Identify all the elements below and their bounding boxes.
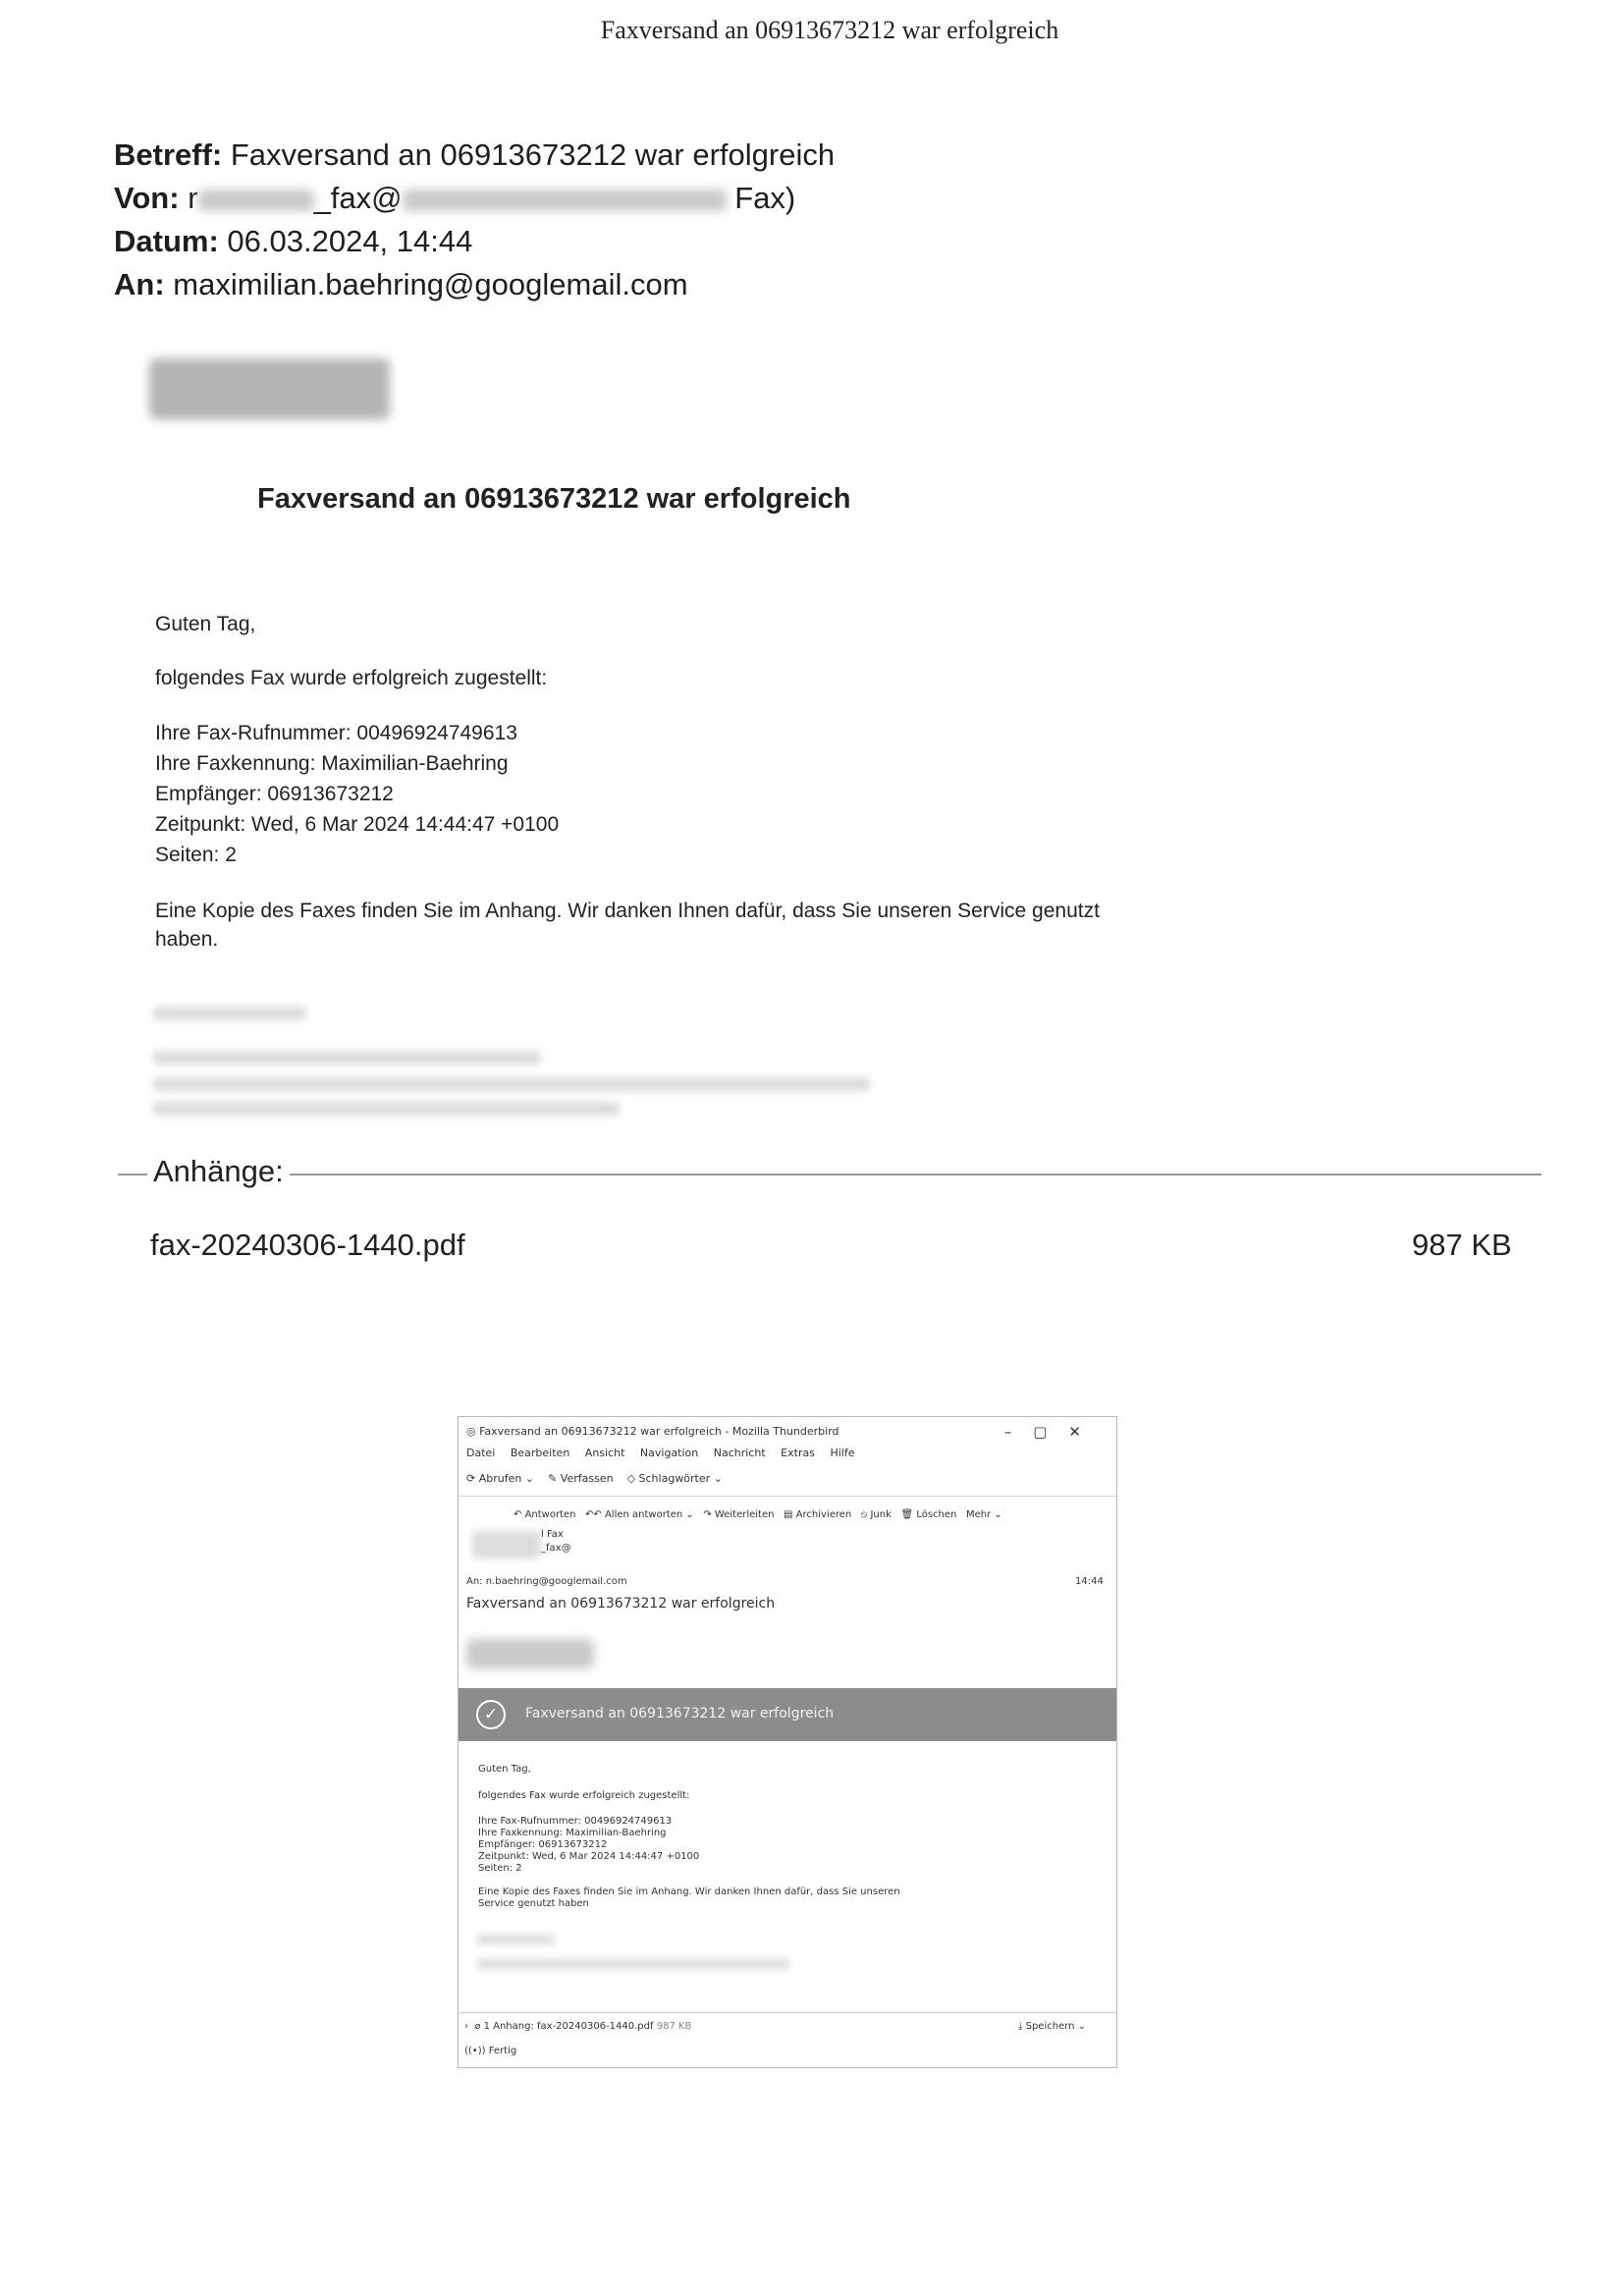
closing-line-2: haben. — [155, 928, 219, 951]
thunderbird-screenshot — [458, 1416, 1117, 2068]
banner-text: Faxversand an 06913673212 war erfolgreich — [525, 1706, 835, 1722]
status-text: Fertig — [488, 2046, 517, 2056]
from-value-start: r — [188, 181, 198, 215]
menu-nachricht[interactable]: Nachricht — [713, 1447, 766, 1459]
to-value: maximilian.baehring@googlemail.com — [173, 267, 688, 301]
menu-datei[interactable]: Datei — [466, 1447, 496, 1459]
download-icon: ⤓ — [1018, 2021, 1023, 2032]
redacted-signature-1 — [153, 1007, 306, 1020]
subject-label: Betreff: — [114, 137, 223, 172]
activity-icon: ((•)) — [464, 2046, 486, 2056]
redacted-sender-name — [198, 190, 314, 211]
small-detail-recipient: Empfänger: 06913673212 — [478, 1839, 608, 1850]
detail-fax-number: Ihre Fax-Rufnummer: 00496924749613 — [155, 722, 517, 744]
small-greeting: Guten Tag, — [478, 1764, 531, 1775]
detail-timestamp: Zeitpunkt: Wed, 6 Mar 2024 14:44:47 +0100 — [155, 813, 560, 836]
greeting: Guten Tag, — [155, 613, 256, 635]
reply-button[interactable]: ↶ Antworten — [514, 1509, 576, 1520]
main-toolbar — [466, 1472, 1117, 1485]
small-closing-2: Service genutzt haben — [478, 1898, 589, 1909]
tag-icon: ◇ — [626, 1472, 636, 1485]
sender-email: _fax@ — [541, 1543, 571, 1554]
paperclip-icon: ⌀ — [474, 2021, 481, 2032]
archive-button[interactable]: ▤ Archivieren — [784, 1509, 852, 1520]
redacted-sender-domain — [403, 190, 727, 211]
small-intro: folgendes Fax wurde erfolgreich zugestellt: — [478, 1790, 690, 1801]
message-heading: Faxversand an 06913673212 war erfolgreich — [257, 483, 851, 515]
to-line — [114, 263, 688, 306]
window-title: Faxversand an 06913673212 war erfolgreich - Mozilla Thunderbird — [479, 1425, 839, 1438]
from-line — [114, 177, 795, 220]
attachment-size-small: 987 KB — [656, 2021, 692, 2032]
redacted-logo — [149, 358, 390, 419]
message-time: 14:44 — [1075, 1576, 1104, 1587]
attachments-divider — [118, 1174, 1542, 1175]
menu-hilfe[interactable]: Hilfe — [830, 1447, 855, 1459]
message-subject: Faxversand an 06913673212 war erfolgreich — [466, 1596, 776, 1612]
menu-bearbeiten[interactable]: Bearbeiten — [510, 1447, 570, 1459]
attachment-file-size: 987 KB — [1412, 1228, 1512, 1262]
tags-button[interactable]: ◇ Schlagwörter ⌄ — [626, 1472, 723, 1485]
compose-button[interactable]: ✎ Verfassen — [548, 1472, 614, 1485]
save-button[interactable]: ⤓ Speichern ⌄ — [1018, 2021, 1087, 2032]
date-line — [114, 220, 472, 263]
redacted-small-signature-1 — [476, 1935, 555, 1944]
junk-button[interactable]: ⦸ Junk — [860, 1509, 892, 1520]
small-closing-1: Eine Kopie des Faxes finden Sie im Anhang. Wir danken Ihnen dafür, dass Sie unseren — [478, 1886, 900, 1897]
to-label: An: — [114, 267, 165, 301]
fetch-button[interactable]: ⟳ Abrufen ⌄ — [466, 1472, 535, 1485]
menu-ansicht[interactable]: Ansicht — [584, 1447, 625, 1459]
detail-fax-id: Ihre Faxkennung: Maximilian-Baehring — [155, 752, 509, 775]
redacted-logo-small — [466, 1639, 594, 1668]
detail-recipient: Empfänger: 06913673212 — [155, 783, 394, 805]
success-banner — [459, 1688, 1116, 1741]
from-value-end: Fax) — [734, 181, 796, 215]
fetch-icon: ⟳ — [466, 1472, 476, 1485]
redacted-small-signature-2 — [476, 1959, 790, 1969]
subject-value: Faxversand an 06913673212 war erfolgreich — [230, 137, 836, 172]
small-detail-pages: Seiten: 2 — [478, 1863, 522, 1874]
redacted-signature-3 — [153, 1077, 870, 1091]
attachment-summary: 1 Anhang: fax-20240306-1440.pdf — [483, 2021, 654, 2032]
checkmark-icon: ✓ — [476, 1700, 506, 1729]
redacted-signature-4 — [153, 1102, 620, 1116]
status-bar — [464, 2046, 1117, 2056]
thunderbird-icon: ◎ — [466, 1425, 476, 1438]
date-label: Datum: — [114, 224, 219, 258]
sender-name: l Fax — [541, 1529, 564, 1540]
from-value-mid: _fax@ — [313, 181, 403, 215]
attachment-divider — [459, 2012, 1116, 2013]
closing-line-1: Eine Kopie des Faxes finden Sie im Anhang. Wir danken Ihnen dafür, dass Sie unseren Service genutzt — [155, 900, 1100, 922]
detail-pages: Seiten: 2 — [155, 844, 237, 866]
window-controls[interactable]: –▢✕ — [1003, 1423, 1103, 1441]
redacted-signature-2 — [153, 1051, 541, 1065]
small-detail-timestamp: Zeitpunkt: Wed, 6 Mar 2024 14:44:47 +0100 — [478, 1851, 700, 1862]
menu-bar — [466, 1447, 1117, 1459]
delete-button[interactable]: 🗑 Löschen — [900, 1509, 957, 1520]
intro-text: folgendes Fax wurde erfolgreich zugestellt: — [155, 667, 548, 689]
menu-navigation[interactable]: Navigation — [639, 1447, 699, 1459]
page-title: Faxversand an 06913673212 war erfolgreich — [600, 16, 1059, 44]
attachment-file-name[interactable]: fax-20240306-1440.pdf — [150, 1228, 465, 1262]
date-value: 06.03.2024, 14:44 — [227, 224, 473, 258]
pencil-icon: ✎ — [548, 1472, 558, 1485]
menu-extras[interactable]: Extras — [781, 1447, 815, 1459]
from-label: Von: — [114, 181, 180, 215]
forward-button[interactable]: ↷ Weiterleiten — [703, 1509, 775, 1520]
message-actions — [514, 1509, 1117, 1520]
more-button[interactable]: Mehr ⌄ — [965, 1509, 1002, 1520]
small-detail-fax-number: Ihre Fax-Rufnummer: 00496924749613 — [478, 1816, 673, 1827]
subject-line — [114, 134, 835, 177]
redacted-sender-avatar — [472, 1531, 541, 1558]
expand-chevron-icon[interactable]: › — [464, 2021, 468, 2032]
recipient-line: An: n.baehring@googlemail.com — [466, 1576, 627, 1587]
reply-all-button[interactable]: ↶↶ Allen antworten ⌄ — [585, 1509, 694, 1520]
toolbar-divider — [459, 1496, 1116, 1497]
attachments-label: Anhänge: — [147, 1154, 290, 1189]
small-detail-fax-id: Ihre Faxkennung: Maximilian-Baehring — [478, 1828, 667, 1838]
